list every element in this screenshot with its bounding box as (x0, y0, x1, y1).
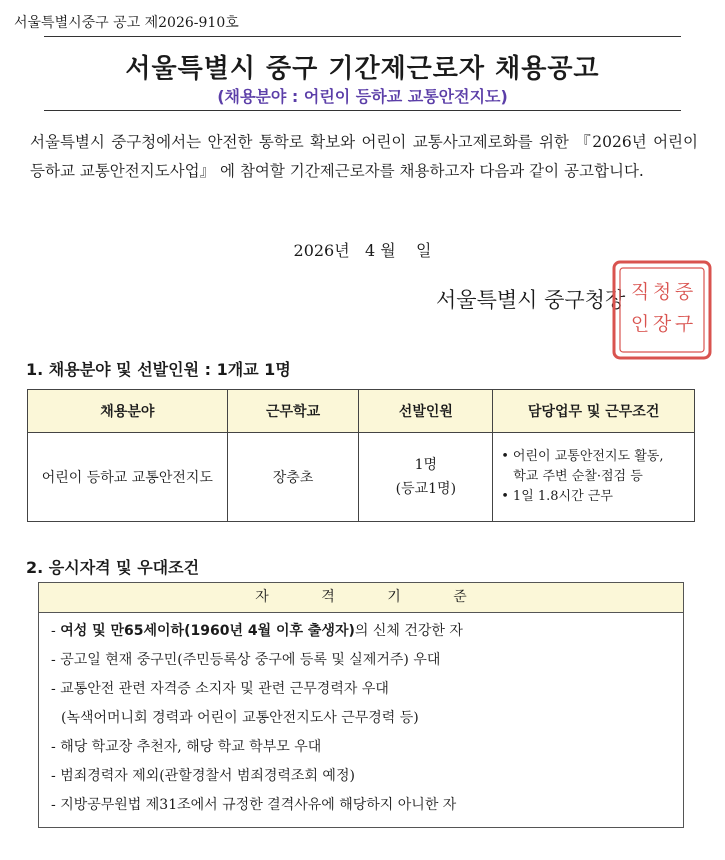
list-item: - 여성 및 만65세이하(1960년 4월 이후 출생자)의 신체 건강한 자 (51, 623, 463, 639)
duties-cell (493, 433, 695, 522)
list-item-note: (녹색어머니회 경력과 어린이 교통안전지도사 근무경력 등) (61, 710, 419, 726)
table-header-row (28, 390, 695, 433)
recruitment-table (27, 389, 695, 522)
title-top-rule (44, 36, 681, 37)
qualification-box (38, 582, 684, 828)
title-bottom-rule (44, 110, 681, 111)
svg-text:직: 직 (630, 281, 650, 303)
list-item: - 범죄경력자 제외(관할경찰서 범죄경력조회 예정) (51, 768, 355, 784)
qualification-box-title: 자 격 기 준 (39, 583, 683, 613)
qualification-list (39, 613, 683, 820)
list-item: - 지방공무원법 제31조에서 규정한 결격사유에 해당하지 아니한 자 (51, 797, 457, 813)
list-item: - 교통안전 관련 자격증 소지자 및 관련 근무경력자 우대 (51, 681, 389, 697)
column-header: 선발인원 (359, 390, 493, 433)
page-title: 서울특별시 중구 기간제근로자 채용공고 (125, 54, 600, 84)
section1-heading: 1. 채용분야 및 선발인원 : 1개교 1명 (26, 360, 291, 379)
count-cell (359, 433, 493, 522)
list-item: - 공고일 현재 중구민(주민등록상 중구에 등록 및 실제거주) 우대 (51, 652, 441, 668)
field-cell: 어린이 등하교 교통안전지도 (28, 433, 228, 522)
duty-item: • 1일 1.8시간 근무 (513, 487, 688, 507)
column-header: 채용분야 (28, 390, 228, 433)
official-seal (610, 258, 714, 362)
intro-paragraph: 서울특별시 중구청에서는 안전한 통학로 확보와 어린이 교통사고제로화를 위한 『2026년 어린이 등하교 교통안전지도사업』 에 참여할 기간제근로자를 채용하고자 다음과 같이 공고합니다. (30, 133, 698, 180)
table-row (28, 433, 695, 522)
notice-number: 서울특별시중구 공고 제2026-910호 (14, 15, 239, 31)
school-cell: 장충초 (227, 433, 359, 522)
notice-date: 2026년 4 월 일 (293, 241, 432, 260)
svg-text:장: 장 (652, 313, 672, 335)
svg-text:중: 중 (674, 281, 694, 303)
svg-text:구: 구 (674, 313, 694, 335)
count-value: 1명 (414, 457, 438, 473)
column-header: 담당업무 및 근무조건 (493, 390, 695, 433)
section2-heading: 2. 응시자격 및 우대조건 (26, 558, 200, 577)
svg-text:인: 인 (630, 313, 650, 335)
list-item: - 해당 학교장 추천자, 해당 학교 학부모 우대 (51, 739, 322, 755)
svg-text:청: 청 (652, 281, 672, 303)
duty-item: • 어린이 교통안전지도 활동, 학교 주변 순찰·점검 등 (513, 447, 688, 487)
page-subtitle: (채용분야 : 어린이 등하교 교통안전지도) (217, 87, 508, 106)
count-note: (등교1명) (395, 481, 457, 497)
issuer-name: 서울특별시 중구청장 (436, 288, 626, 312)
column-header: 근무학교 (227, 390, 359, 433)
